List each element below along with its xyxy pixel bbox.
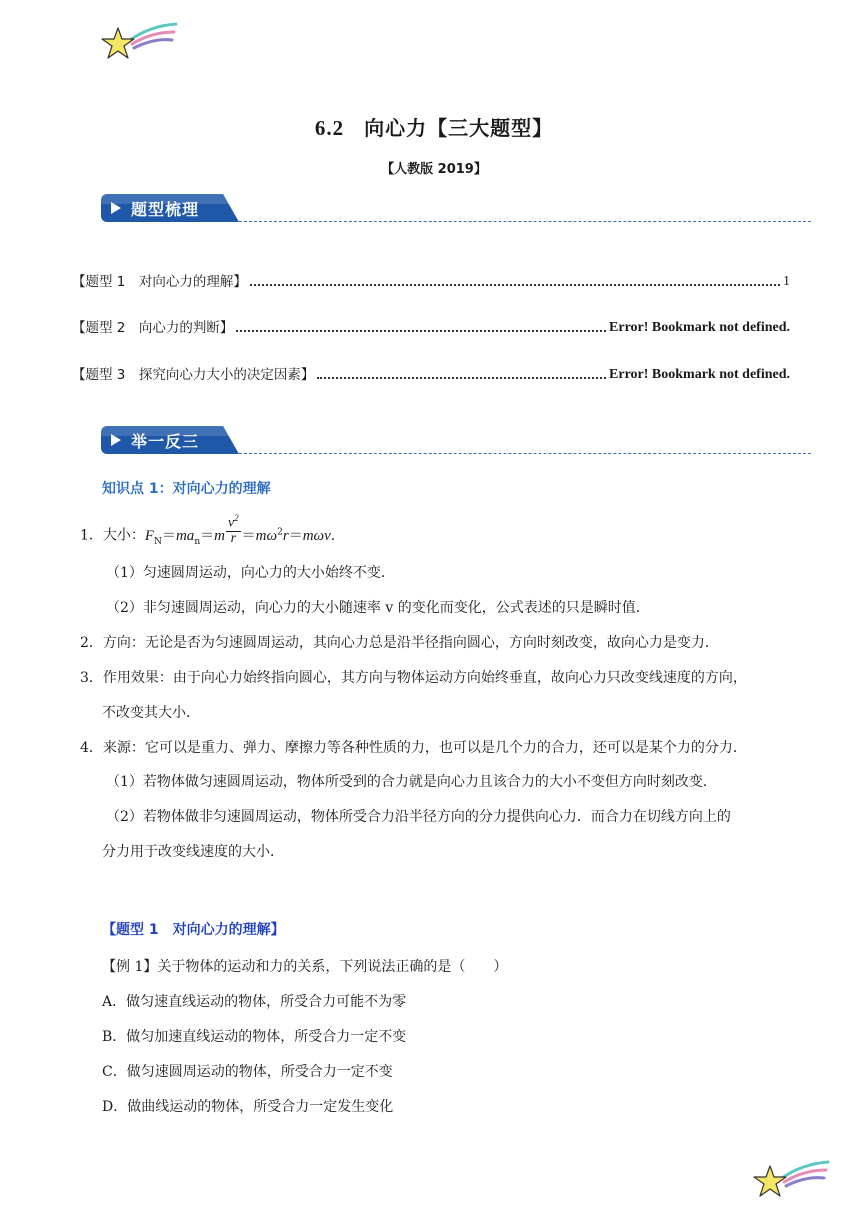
toc-label: 【题型 2 向心力的判断】 — [72, 320, 234, 336]
knowledge-item-3-line1: 3．作用效果：由于向心力始终指向圆心，其方向与物体运动方向始终垂直，故向心力只改变线速度的方向， — [80, 670, 747, 686]
toc-entry-3[interactable] — [72, 361, 790, 383]
toc-leader — [317, 377, 606, 379]
title-number: 6.2 — [314, 116, 345, 140]
toc-leader — [250, 284, 780, 286]
knowledge-item-4: 4．来源：它可以是重力、弹力、摩擦力等各种性质的力，也可以是几个力的合力，还可以是某个力的分力． — [80, 740, 747, 756]
knowledge-item-4b-line2: 分力用于改变线速度的大小． — [102, 844, 284, 860]
toc-page: 1 — [783, 274, 790, 289]
banner-label: 题型梳理 — [131, 200, 200, 219]
item-prefix: 1．大小： — [80, 527, 145, 544]
section-banner-practice — [101, 426, 811, 456]
section-banner-toc — [101, 194, 811, 224]
toc-page: Error! Bookmark not defined. — [609, 367, 790, 382]
toc-entry-1[interactable] — [72, 268, 790, 290]
option-a[interactable]: A．做匀速直线运动的物体，所受合力可能不为零 — [102, 994, 407, 1010]
knowledge-item-3-line2: 不改变其大小． — [102, 705, 200, 721]
banner-label: 举一反三 — [131, 432, 200, 451]
knowledge-item-1 — [80, 513, 336, 551]
knowledge-item-1b: （2）非匀速圆周运动，向心力的大小随速率 v 的变化而变化，公式表述的只是瞬时值． — [106, 600, 650, 616]
formula: $F_N=ma_n=m$ $\frac{v^2}{r}$ $=m\omega^2r=m\omega v$. — [144, 513, 336, 547]
toc-page: Error! Bookmark not defined. — [609, 320, 790, 335]
star-decoration-icon — [752, 1158, 832, 1206]
page-subtitle: 【人教版 2019】 — [381, 162, 487, 177]
knowledge-item-1a: （1）匀速圆周运动，向心力的大小始终不变． — [106, 565, 395, 581]
option-c[interactable]: C．做匀速圆周运动的物体，所受合力一定不变 — [102, 1064, 393, 1080]
banner-divider — [239, 453, 811, 454]
option-d[interactable]: D．做曲线运动的物体，所受合力一定发生变化 — [102, 1099, 394, 1115]
play-triangle-icon — [111, 202, 121, 214]
title-text: 向心力【三大题型】 — [364, 116, 554, 140]
knowledge-item-2: 2．方向：无论是否为匀速圆周运动，其向心力总是沿半径指向圆心，方向时刻改变，故向心力是变力． — [80, 635, 719, 651]
toc-leader — [236, 330, 606, 332]
knowledge-item-4a: （1）若物体做匀速圆周运动，物体所受到的合力就是向心力且该合力的大小不变但方向时刻改变． — [106, 774, 717, 790]
play-triangle-icon — [111, 434, 121, 446]
toc-label: 【题型 1 对向心力的理解】 — [72, 274, 247, 290]
knowledge-point-title: 知识点 1：对向心力的理解 — [102, 481, 271, 497]
question-type-heading: 【题型 1 对向心力的理解】 — [102, 922, 285, 938]
toc-label: 【题型 3 探究向心力大小的决定因素】 — [72, 367, 315, 383]
option-b[interactable]: B．做匀加速直线运动的物体，所受合力一定不变 — [102, 1029, 407, 1045]
star-decoration-icon — [100, 20, 180, 68]
knowledge-item-4b-line1: （2）若物体做非匀速圆周运动，物体所受合力沿半径方向的分力提供向心力．而合力在切线方向上的 — [106, 809, 731, 825]
toc-entry-2[interactable] — [72, 314, 790, 336]
example-question: 【例 1】关于物体的运动和力的关系，下列说法正确的是（ ） — [102, 959, 508, 975]
page-title — [0, 112, 868, 141]
banner-divider — [239, 221, 811, 222]
